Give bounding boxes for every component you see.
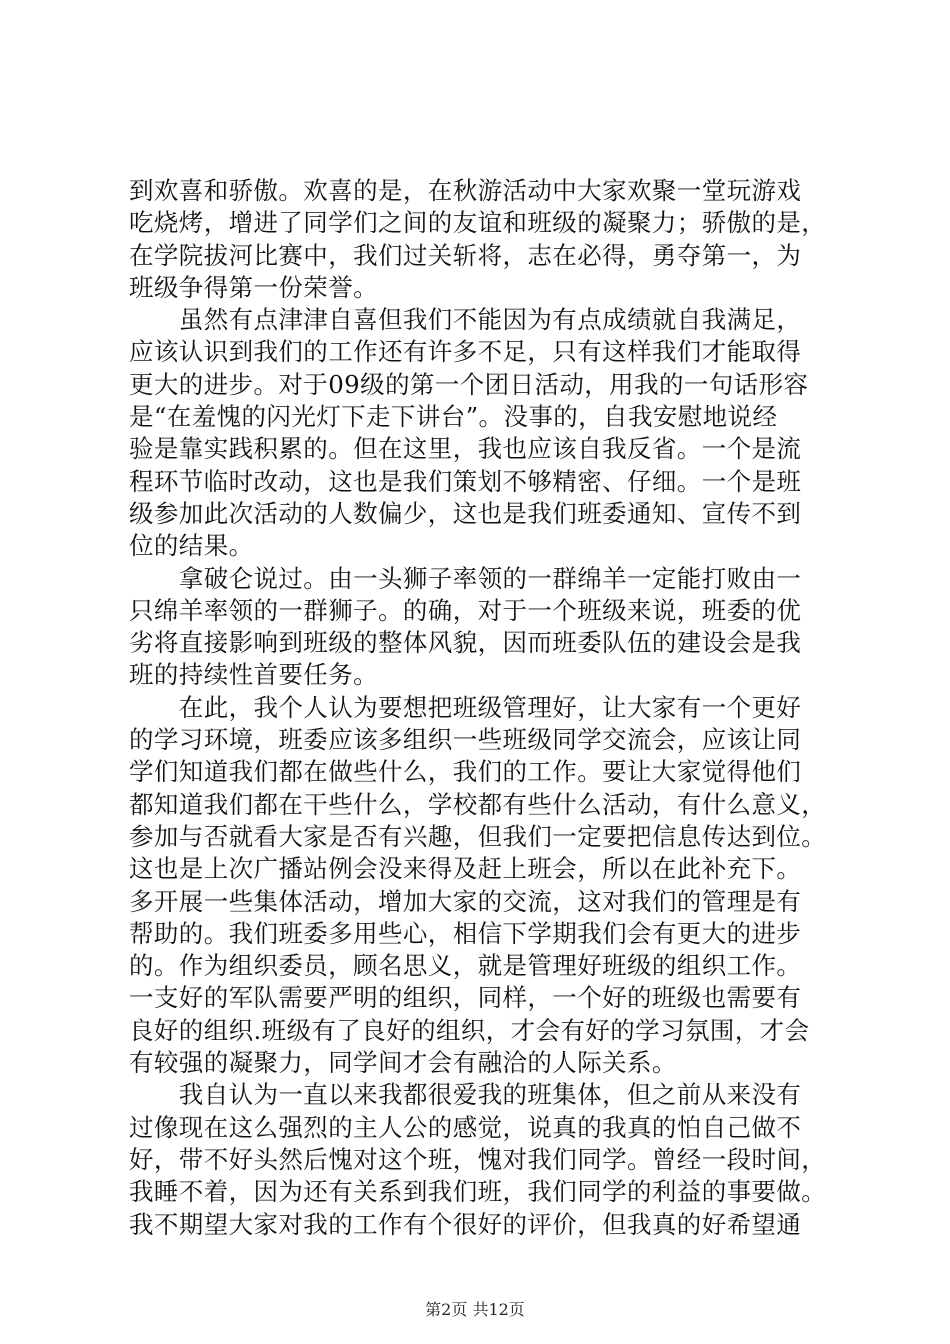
text-line: 我不期望大家对我的工作有个很好的评价，但我真的好希望通 [129,1209,802,1239]
body-text [129,175,839,1241]
text-line: 应该认识到我们的工作还有许多不足，只有这样我们才能取得 [129,337,802,367]
text-line: 班的持续性首要任务。 [129,660,378,690]
text-line: 在此，我个人认为要想把班级管理好，让大家有一个更好 [129,692,802,722]
page-footer [0,1300,950,1320]
text-line: 参加与否就看大家是否有兴趣，但我们一定要把信息传达到位。 [129,821,827,851]
text-line: 我睡不着，因为还有关系到我们班，我们同学的利益的事要做。 [129,1177,827,1207]
text-line: 程环节临时改动，这也是我们策划不够精密、仔细。一个是班 [129,466,802,496]
text-line: 是“在羞愧的闪光灯下走下讲台”。没事的，自我安慰地说经 [129,402,778,432]
text-line: 都知道我们都在干些什么，学校都有些什么活动，有什么意义， [129,789,827,819]
text-line: 在学院拔河比赛中，我们过关斩将，志在必得，勇夺第一，为 [129,240,802,270]
text-line: 级参加此次活动的人数偏少，这也是我们班委通知、宣传不到 [129,498,802,528]
text-line: 这也是上次广播站例会没来得及赶上班会，所以在此补充下。 [129,854,802,884]
text-line: 验是靠实践积累的。但在这里，我也应该自我反省。一个是流 [129,434,802,464]
text-line: 好，带不好头然后愧对这个班，愧对我们同学。曾经一段时间， [129,1144,827,1174]
page-number: 第2页 共12页 [425,1300,525,1319]
text-line: 一支好的军队需要严明的组织，同样，一个好的班级也需要有 [129,983,802,1013]
text-line: 更大的进步。对于09级的第一个团日活动，用我的一句话形容 [129,369,809,399]
text-line: 我自认为一直以来我都很爱我的班集体，但之前从来没有 [129,1080,802,1110]
text-line: 劣将直接影响到班级的整体风貌，因而班委队伍的建设会是我 [129,628,802,658]
text-line: 的。作为组织委员，顾名思义，就是管理好班级的组织工作。 [129,951,802,981]
text-line: 有较强的凝聚力，同学间才会有融洽的人际关系。 [129,1048,677,1078]
text-line: 虽然有点津津自喜但我们不能因为有点成绩就自我满足， [129,305,802,335]
text-line: 到欢喜和骄傲。欢喜的是，在秋游活动中大家欢聚一堂玩游戏 [129,176,802,205]
text-line: 学们知道我们都在做些什么，我们的工作。要让大家觉得他们 [129,757,802,787]
text-line: 只绵羊率领的一群狮子。的确，对于一个班级来说，班委的优 [129,595,802,625]
text-line: 拿破仑说过。由一头狮子率领的一群绵羊一定能打败由一 [129,563,802,593]
text-line: 多开展一些集体活动，增加大家的交流，这对我们的管理是有 [129,886,802,916]
text-line: 帮助的。我们班委多用些心，相信下学期我们会有更大的进步 [129,918,802,948]
text-line: 吃烧烤，增进了同学们之间的友谊和班级的凝聚力；骄傲的是， [129,208,827,238]
text-line: 过像现在这么强烈的主人公的感觉，说真的我真的怕自己做不 [129,1112,802,1142]
text-line: 班级争得第一份荣誉。 [129,272,378,302]
text-line: 位的结果。 [129,531,254,561]
text-line: 的学习环境，班委应该多组织一些班级同学交流会，应该让同 [129,725,802,755]
text-line: 良好的组织.班级有了良好的组织，才会有好的学习氛围，才会 [129,1015,810,1045]
